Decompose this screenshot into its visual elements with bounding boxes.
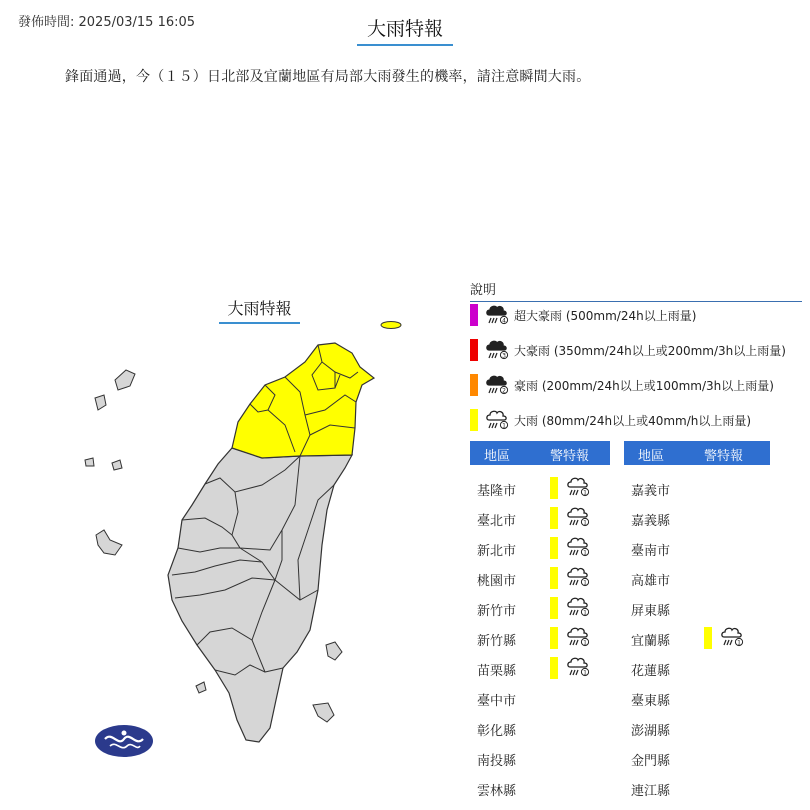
legend-swatch bbox=[470, 374, 478, 396]
legend-label: 大雨 (80mm/24h以上或40mm/h以上雨量) bbox=[514, 413, 752, 428]
svg-text:1: 1 bbox=[583, 489, 587, 497]
legend-item bbox=[470, 302, 696, 328]
island-guishan bbox=[381, 322, 401, 329]
svg-text:2: 2 bbox=[502, 387, 506, 395]
county-row bbox=[624, 654, 770, 684]
county-row bbox=[624, 534, 770, 564]
svg-text:1: 1 bbox=[583, 549, 587, 557]
county-row bbox=[624, 594, 770, 624]
legend-title: 說明 bbox=[470, 279, 802, 302]
island-orchid-island bbox=[313, 703, 334, 722]
county-name: 宜蘭縣 bbox=[631, 634, 671, 649]
svg-text:1: 1 bbox=[737, 639, 741, 647]
warning-color-bar bbox=[550, 657, 558, 679]
island-liuqiu bbox=[196, 682, 206, 693]
svg-text:1: 1 bbox=[583, 579, 587, 587]
county-row bbox=[624, 624, 770, 654]
legend-label: 豪雨 (200mm/24h以上或100mm/3h以上雨量) bbox=[514, 378, 774, 393]
county-row bbox=[470, 744, 610, 774]
heavy-rain-icon bbox=[565, 564, 591, 590]
county-row bbox=[624, 474, 770, 504]
warning-color-bar bbox=[550, 477, 558, 499]
county-name: 花蓮縣 bbox=[631, 664, 671, 679]
table-header-left bbox=[470, 441, 610, 465]
warning-color-bar bbox=[550, 507, 558, 529]
county-row bbox=[624, 684, 770, 714]
heavy-rain-icon bbox=[565, 504, 591, 530]
county-name: 臺南市 bbox=[631, 544, 671, 559]
county-row bbox=[470, 714, 610, 744]
warning-description: 鋒面通過，今（１５）日北部及宜蘭地區有局部大雨發生的機率，請注意瞬間大雨。 bbox=[65, 69, 591, 85]
county-list-right bbox=[624, 474, 770, 804]
heavy-rain-icon bbox=[565, 534, 591, 560]
county-name: 臺中市 bbox=[477, 694, 517, 709]
county-name: 新北市 bbox=[477, 544, 517, 559]
heavy-rain-icon bbox=[719, 624, 745, 650]
county-name: 嘉義縣 bbox=[631, 514, 671, 529]
county-name: 新竹縣 bbox=[477, 634, 517, 649]
warning-color-bar bbox=[550, 537, 558, 559]
county-row bbox=[470, 594, 610, 624]
county-name: 臺北市 bbox=[477, 514, 517, 529]
county-row bbox=[470, 684, 610, 714]
county-name: 屏東縣 bbox=[631, 604, 671, 619]
county-row bbox=[470, 474, 610, 504]
island-penghu bbox=[96, 530, 122, 555]
county-name: 連江縣 bbox=[631, 784, 671, 799]
county-row bbox=[470, 624, 610, 654]
svg-text:1: 1 bbox=[502, 422, 506, 430]
county-name: 金門縣 bbox=[631, 754, 671, 769]
heavy-rain-icon bbox=[484, 407, 510, 433]
island-matsu-2 bbox=[95, 395, 106, 410]
county-row bbox=[624, 504, 770, 534]
extremely-heavy-rain-icon bbox=[484, 372, 510, 398]
warning-color-bar bbox=[550, 597, 558, 619]
county-row bbox=[470, 504, 610, 534]
county-name: 苗栗縣 bbox=[477, 664, 517, 679]
col-area-right: 地區 bbox=[638, 449, 665, 464]
legend-label: 超大豪雨 (500mm/24h以上雨量) bbox=[514, 308, 697, 323]
island-green-island bbox=[326, 642, 342, 660]
warning-color-bar bbox=[550, 627, 558, 649]
legend-swatch bbox=[470, 304, 478, 326]
col-warning-left: 警特報 bbox=[550, 449, 590, 464]
svg-text:1: 1 bbox=[583, 669, 587, 677]
map-region-warned bbox=[232, 343, 374, 458]
page-title: 大雨特報 bbox=[357, 14, 453, 46]
county-name: 臺東縣 bbox=[631, 694, 671, 709]
svg-text:3: 3 bbox=[502, 352, 506, 360]
county-name: 基隆市 bbox=[477, 484, 517, 499]
warning-color-bar bbox=[704, 627, 712, 649]
county-name: 彰化縣 bbox=[477, 724, 517, 739]
legend-label: 大豪雨 (350mm/24h以上或200mm/3h以上雨量) bbox=[514, 343, 786, 358]
county-name: 澎湖縣 bbox=[631, 724, 671, 739]
legend-item bbox=[470, 337, 786, 363]
svg-text:1: 1 bbox=[583, 519, 587, 527]
heavy-rain-icon bbox=[565, 654, 591, 680]
county-list-left bbox=[470, 474, 610, 804]
county-row bbox=[470, 774, 610, 804]
table-header-right bbox=[624, 441, 770, 465]
island-matsu-4 bbox=[112, 460, 122, 470]
county-row bbox=[624, 774, 770, 804]
legend-swatch bbox=[470, 409, 478, 431]
extreme-torrential-rain-icon bbox=[484, 302, 510, 328]
svg-text:4: 4 bbox=[502, 317, 506, 325]
county-row bbox=[624, 714, 770, 744]
svg-text:1: 1 bbox=[583, 609, 587, 617]
county-name: 桃園市 bbox=[477, 574, 517, 589]
cwa-logo bbox=[95, 725, 153, 757]
heavy-rain-icon bbox=[565, 594, 591, 620]
col-area-left: 地區 bbox=[484, 449, 511, 464]
issue-time: 發佈時間: 2025/03/15 16:05 bbox=[18, 15, 196, 30]
county-name: 嘉義市 bbox=[631, 484, 671, 499]
heavy-rain-icon bbox=[565, 474, 591, 500]
county-name: 南投縣 bbox=[477, 754, 517, 769]
county-row bbox=[470, 564, 610, 594]
island-matsu-3 bbox=[85, 458, 94, 466]
heavy-rain-icon bbox=[565, 624, 591, 650]
map-title: 大雨特報 bbox=[219, 296, 300, 324]
legend-item bbox=[470, 372, 774, 398]
county-row bbox=[470, 534, 610, 564]
col-warning-right: 警特報 bbox=[704, 449, 744, 464]
county-row bbox=[470, 654, 610, 684]
torrential-rain-icon bbox=[484, 337, 510, 363]
map-region-unwarned bbox=[168, 448, 352, 742]
county-name: 高雄市 bbox=[631, 574, 671, 589]
warning-color-bar bbox=[550, 567, 558, 589]
county-name: 雲林縣 bbox=[477, 784, 517, 799]
island-matsu-1 bbox=[115, 370, 135, 390]
svg-text:1: 1 bbox=[583, 639, 587, 647]
legend-item bbox=[470, 407, 751, 433]
county-row bbox=[624, 564, 770, 594]
county-name: 新竹市 bbox=[477, 604, 517, 619]
legend-swatch bbox=[470, 339, 478, 361]
county-row bbox=[624, 744, 770, 774]
